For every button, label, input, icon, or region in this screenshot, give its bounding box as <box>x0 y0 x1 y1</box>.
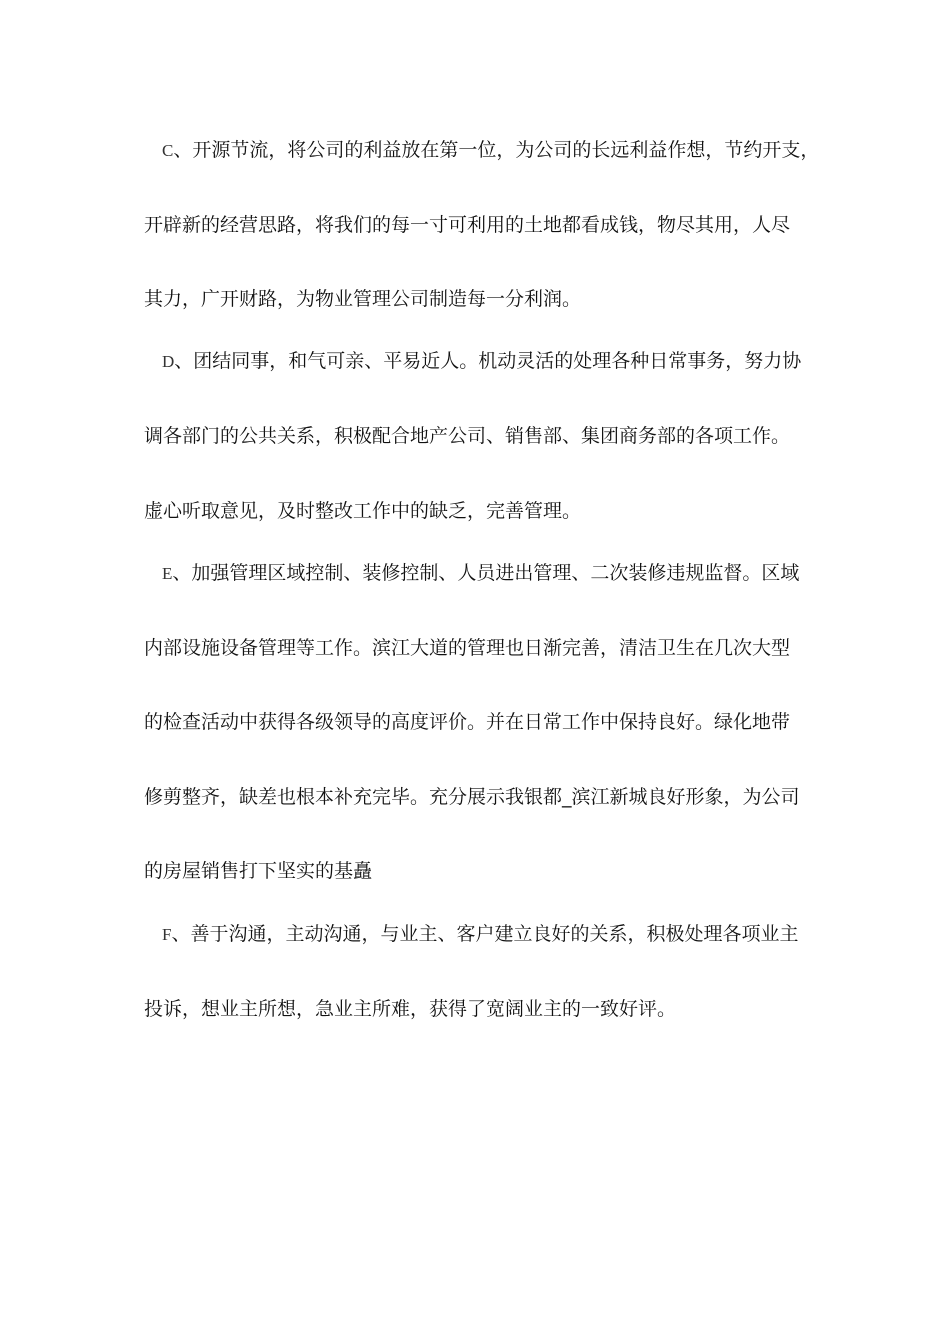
paragraph-f-text-1: 、善于沟通，主动沟通，与业主、客户建立良好的关系，积极处理各项业主 <box>171 923 799 945</box>
paragraph-d-letter: D <box>162 352 175 371</box>
paragraph-c-line-2: 开辟新的经营思路，将我们的每一寸可利用的土地都看成钱，物尽其用，人尽 <box>144 214 791 236</box>
paragraph-e-text-1: 、加强管理区域控制、装修控制、人员进出管理、二次装修违规监督。区域 <box>172 562 800 584</box>
paragraph-f-letter: F <box>162 925 172 944</box>
paragraph-e-line-4: 修剪整齐，缺差也根本补充完毕。充分展示我银都_滨江新城良好形象，为公司 <box>144 786 800 808</box>
paragraph-c-letter: C <box>162 141 174 160</box>
paragraph-d-text-1: 、团结同事，和气可亲、平易近人。机动灵活的处理各种日常事务，努力协 <box>174 350 802 372</box>
paragraph-d-line-1 <box>162 347 801 376</box>
paragraph-e-letter: E <box>162 564 173 583</box>
paragraph-c-text-1: 、开源节流，将公司的利益放在第一位，为公司的长远利益作想，节约开支， <box>173 139 820 161</box>
paragraph-e-line-5: 的房屋销售打下坚实的基矗 <box>144 860 373 882</box>
paragraph-c-line-3: 其力，广开财路，为物业管理公司制造每一分利润。 <box>144 288 582 310</box>
paragraph-f-line-2: 投诉，想业主所想，急业主所难，获得了宽阔业主的一致好评。 <box>144 998 677 1020</box>
paragraph-e-line-2: 内部设施设备管理等工作。滨江大道的管理也日渐完善，清洁卫生在几次大型 <box>144 637 791 659</box>
paragraph-d-line-2: 调各部门的公共关系，积极配合地产公司、销售部、集团商务部的各项工作。 <box>144 425 791 447</box>
paragraph-e-line-1 <box>162 559 799 588</box>
paragraph-f-line-1 <box>162 920 798 949</box>
paragraph-c-line-1 <box>162 136 819 165</box>
paragraph-d-line-3: 虚心听取意见，及时整改工作中的缺乏，完善管理。 <box>144 500 582 522</box>
paragraph-e-line-3: 的检查活动中获得各级领导的高度评价。并在日常工作中保持良好。绿化地带 <box>144 711 791 733</box>
